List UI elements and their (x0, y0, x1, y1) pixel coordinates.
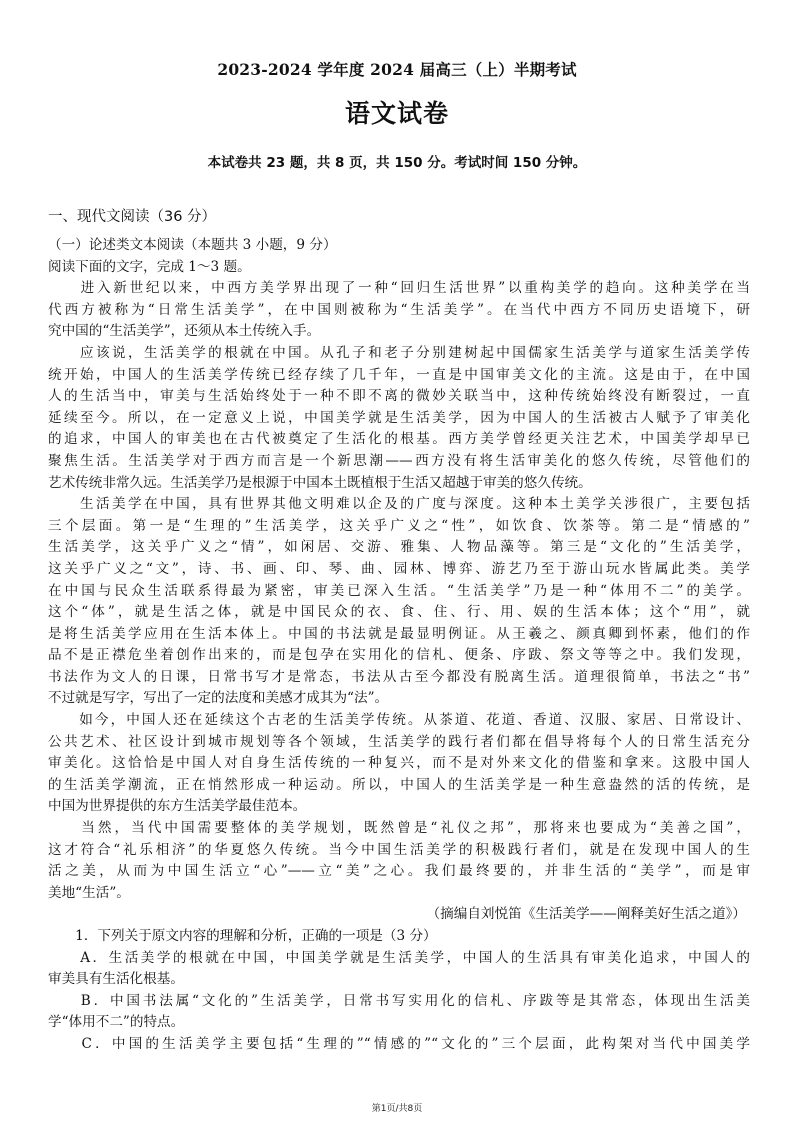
passage-line: 活之美，从而为中国生活立“心”——立“美”之心。我们最终要的，并非生活的“美学”，而是审 (48, 863, 750, 880)
passage-line: 生活美学，这关乎广义之“情”，如闲居、交游、雅集、人物品藻等。第三是“文化的”生活美学， (48, 539, 750, 556)
passage-line: 这才符合“礼乐相济”的华夏悠久传统。当今中国生活美学的积极践行者们，就是在发现中国人的生 (48, 841, 750, 858)
passage-line: 审美化。这恰恰是中国人对自身生活传统的一种复兴，而不是对外来文化的借鉴和拿来。这股中国人 (48, 755, 750, 772)
passage-line: 品不是正襟危坐着创作出来的，而是包孕在实用化的信札、便条、序跋、祭文等等之中。我们发现， (48, 647, 750, 664)
option-a: A．生活美学的根就在中国，中国美学就是生活美学，中国人的生活具有审美化追求，中国人的 (48, 949, 750, 966)
passage-line: 统开始，中国人的生活美学传统已经存续了几千年，一直是中国审美文化的主流。这是由于，在中国 (48, 366, 750, 383)
passage-line: 进入新世纪以来，中西方美学界出现了一种“回归生活世界”以重构美学的趋向。这种美学在当 (48, 280, 750, 297)
option-a-cont: 审美具有生活化根基。 (48, 971, 184, 988)
passage-line: 人的生活当中，审美与生活始终处于一种不即不离的微妙关联当中，这种传统始终没有断裂过，一直 (48, 388, 750, 405)
passage-line: 的追求，中国人的审美也在古代被奠定了生活化的根基。西方美学曾经更关注艺术，中国美学却早已 (48, 431, 750, 448)
passage-line: 书法作为文人的日课，日常书写才是常态，书法从古至今都没有脱离生活。道理很简单，书法之“书” (48, 668, 750, 685)
source-citation: （摘编自刘悦笛《生活美学——阐释美好生活之道》） (426, 906, 746, 923)
passage-line: 三个层面。第一是“生理的”生活美学，这关乎广义之“性”，如饮食、饮茶等。第二是“情感的” (48, 517, 750, 534)
option-c: C．中国的生活美学主要包括“生理的”“情感的”“文化的”三个层面，此构架对当代中国美学 (48, 1035, 750, 1052)
passage-line: 不过就是写字，写出了一定的法度和美感才成其为“法”。 (48, 690, 389, 707)
page-title: 语文试卷 (344, 99, 449, 128)
section-heading: 一、现代文阅读（36 分） (48, 209, 217, 225)
passage-line: 应该说，生活美学的根就在中国。从孔子和老子分别建树起中国儒家生活美学与道家生活美学传 (48, 344, 750, 361)
option-b-cont: 学“体用不二”的特点。 (48, 1014, 185, 1031)
passage-line: 中国为世界提供的东方生活美学最佳范本。 (48, 798, 307, 815)
page-number: 第1页/共8页 (371, 1104, 423, 1114)
passage-line: 美地“生活”。 (48, 884, 130, 901)
reading-passage (48, 235, 750, 1056)
passage-line: 是将生活美学应用在生活本体上。中国的书法就是最显明例证。从王羲之、颜真卿到怀素，他们的作 (48, 625, 750, 642)
passage-line: 的生活美学潮流，正在悄然形成一种运动。所以，中国人的生活美学是一种生意盎然的活的传统，是 (48, 776, 750, 793)
passage-line: 这个“体”，就是生活之体，就是中国民众的衣、食、住、行、用、娱的生活本体；这个“用”，就 (48, 604, 750, 621)
passage-line: 究中国的“生活美学”，还须从本土传统入手。 (48, 323, 321, 340)
passage-line: 公共艺术、社区设计到城市规划等各个领域，生活美学的践行者们都在倡导将每个人的日常生活充分 (48, 733, 750, 750)
passage-line: 延续至今。所以，在一定意义上说，中国美学就是生活美学，因为中国人的生活被古人赋予了审美化 (48, 409, 750, 426)
passage-line: 如今，中国人还在延续这个古老的生活美学传统。从茶道、花道、香道、汉服、家居、日常设计、 (48, 712, 750, 729)
option-b: B．中国书法属“文化的”生活美学，日常书写实用化的信札、序跋等是其常态，体现出生活美 (48, 992, 750, 1009)
subsection-heading: （一）论述类文本阅读（本题共 3 小题，9 分） (48, 237, 337, 253)
passage-line: 艺术传统非常久远。生活美学乃是根源于中国本土既植根于生活又超越于审美的悠久传统。 (48, 474, 592, 491)
passage-line: 在中国与民众生活联系得最为紧密，审美已深入生活。“生活美学”乃是一种“体用不二”的美学。 (48, 582, 750, 599)
passage-line: 当然，当代中国需要整体的美学规划，既然曾是“礼仪之邦”，那将来也要成为“美善之国”， (48, 820, 750, 837)
passage-line: 生活美学在中国，具有世界其他文明难以企及的广度与深度。这种本土美学关涉很广，主要包括 (48, 496, 750, 513)
exam-header: 2023-2024 学年度 2024 届高三（上）半期考试 (217, 60, 577, 79)
passage-line: 这关乎广义之“文”，诗、书、画、印、琴、曲、园林、博弈、游艺乃至于游山玩水皆属此类。美学 (48, 560, 750, 577)
passage-line: 代西方被称为“日常生活美学”，在中国则被称为“生活美学”。在当代中西方不同历史语境下，研 (48, 301, 750, 318)
question-stem: 1．下列关于原文内容的理解和分析，正确的一项是（3 分） (48, 928, 437, 944)
passage-line: 聚焦生活。生活美学对于西方而言是一个新思潮——西方没有将生活审美化的悠久传统，尽管他们的 (48, 452, 750, 469)
instruction-line: 阅读下面的文字，完成 1～3 题。 (48, 258, 251, 275)
exam-info: 本试卷共 23 题，共 8 页，共 150 分。考试时间 150 分钟。 (207, 155, 587, 171)
